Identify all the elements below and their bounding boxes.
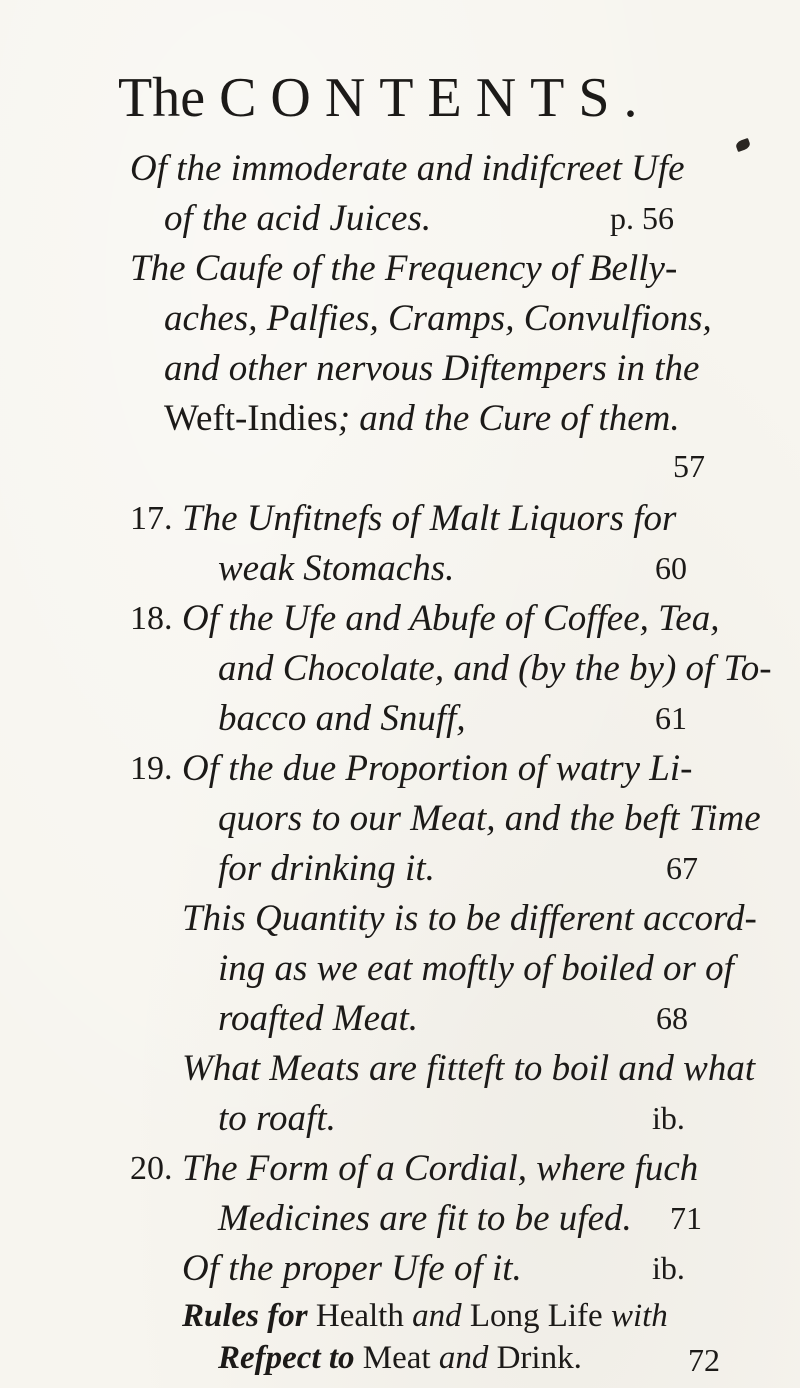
entry-text-line	[182, 1300, 668, 1333]
entry-page-number: ib.	[652, 1100, 685, 1136]
entry-text-line: and other nervous Diftempers in the	[164, 348, 700, 389]
entry-roman-text: Weft-Indies	[164, 398, 338, 439]
entry-page-number: 72	[688, 1342, 720, 1378]
entry-text-line: quors to our Meat, and the beft Time	[218, 798, 761, 839]
entry-text-line: What Meats are fitteft to boil and what	[182, 1048, 756, 1089]
entry-text-line	[218, 1342, 582, 1375]
entry-italic-text: with	[602, 1298, 668, 1334]
running-head-lead: The	[118, 67, 206, 129]
entry-text-line: weak Stomachs.	[218, 548, 455, 589]
entry-bold-text: Refpect to	[218, 1340, 363, 1376]
entry-roman-text: Meat	[362, 1340, 431, 1376]
entry-section-number: 20.	[130, 1150, 173, 1187]
running-head-caps: CONTENTS.	[219, 67, 652, 129]
entry-text-line: The Form of a Cordial, where fuch	[182, 1148, 699, 1189]
entry-text-line: ing as we eat moftly of boiled or of	[218, 948, 734, 989]
entry-page-number: 67	[666, 850, 698, 886]
entry-section-number: 17.	[130, 500, 173, 537]
entry-text-line: The Unfitnefs of Malt Liquors for	[182, 498, 677, 539]
entry-text-line: The Caufe of the Frequency of Belly-	[130, 248, 678, 289]
entry-section-number: 19.	[130, 750, 173, 787]
entry-text-line: of the acid Juices.	[164, 198, 432, 239]
entry-roman-text: Long Life	[469, 1298, 603, 1334]
entry-text-line: Of the immoderate and indifcreet Ufe	[130, 148, 685, 189]
entry-section-number: 18.	[130, 600, 173, 637]
entry-text-line: Medicines are fit to be ufed.	[218, 1198, 632, 1239]
entry-italic-text: ; and the Cure of them.	[337, 398, 680, 439]
entry-text-line: This Quantity is to be different accord-	[182, 898, 757, 939]
entry-italic-text: and	[430, 1340, 497, 1376]
entry-roman-text: Drink.	[496, 1340, 582, 1376]
running-head	[118, 67, 652, 129]
entry-text-line	[164, 400, 680, 437]
entry-text-line: to roaft.	[218, 1098, 336, 1139]
entry-text-line: Of the Ufe and Abufe of Coffee, Tea,	[182, 598, 720, 639]
entry-text-line: and Chocolate, and (by the by) of To-	[218, 648, 772, 689]
entry-bold-text: Rules for	[182, 1298, 316, 1334]
entry-page-number: 71	[670, 1200, 702, 1236]
entry-page-number: p. 56	[610, 200, 674, 236]
entry-text-line: aches, Palfies, Cramps, Convulfions,	[164, 298, 712, 339]
entry-text-line: roafted Meat.	[218, 998, 419, 1039]
entry-roman-text: Health	[315, 1298, 404, 1334]
entry-text-line: bacco and Snuff,	[218, 698, 466, 739]
entry-text-line: for drinking it.	[218, 848, 435, 889]
entry-page-number: 68	[656, 1000, 688, 1036]
entry-page-number: 61	[655, 700, 687, 736]
entry-page-number: 57	[673, 448, 705, 484]
entry-text-line: Of the proper Ufe of it.	[182, 1248, 522, 1289]
ink-mark-icon	[735, 138, 752, 152]
entry-page-number: ib.	[652, 1250, 685, 1286]
entry-text-line: Of the due Proportion of watry Li-	[182, 748, 693, 789]
entry-page-number: 60	[655, 550, 687, 586]
entry-italic-text: and	[403, 1298, 470, 1334]
